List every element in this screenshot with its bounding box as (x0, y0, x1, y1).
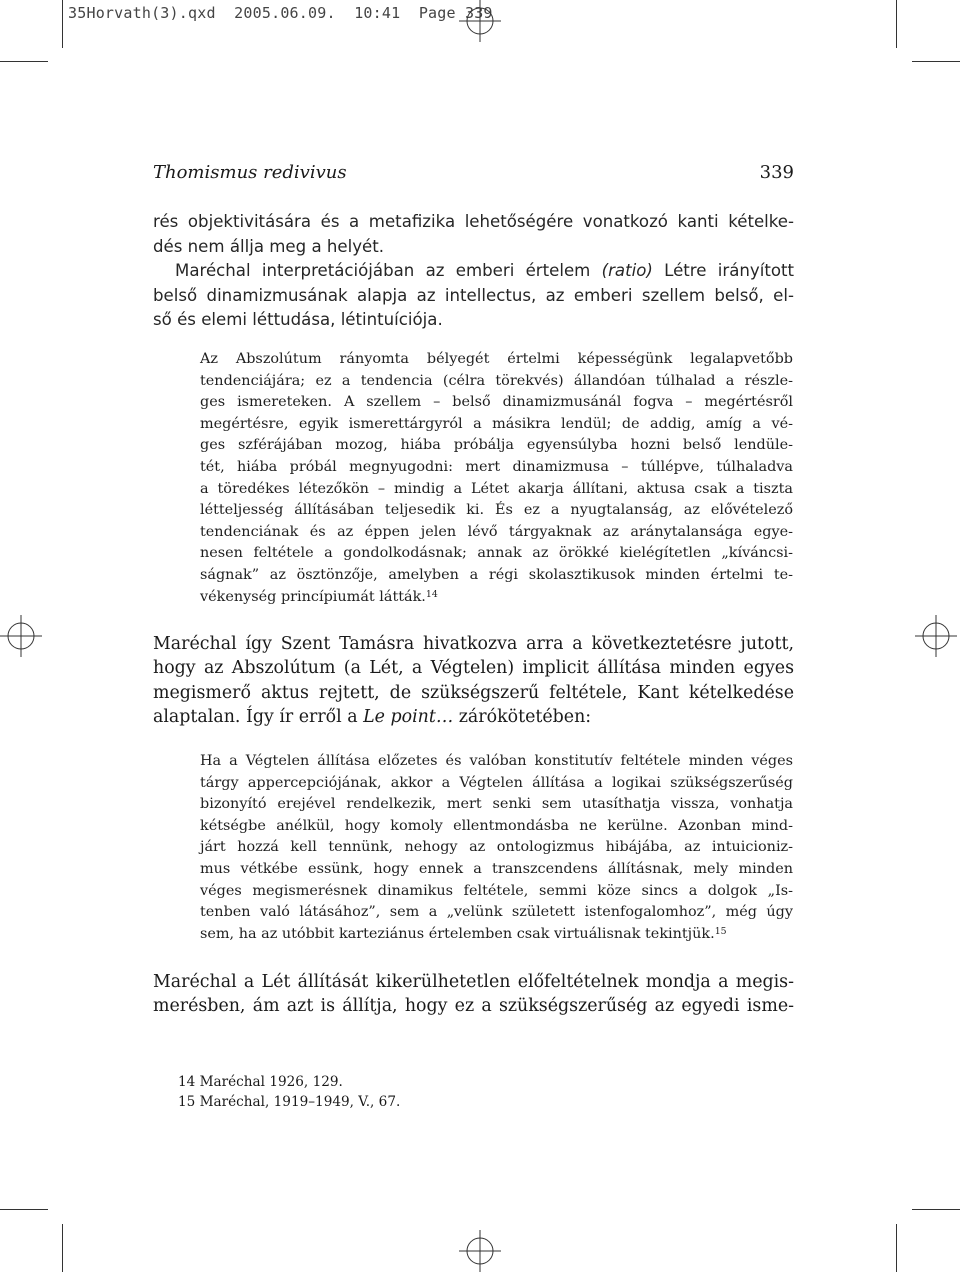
footnote-ref-15[interactable]: 15 (714, 925, 727, 937)
text-line: merésben, ám azt is állítja, hogy ez a szükségszerűség az egyedi isme- (153, 996, 794, 1017)
quote-line: megértésre, egyik ismerettárgyról a másikra lendül; de addig, amíg a vé- (200, 415, 793, 432)
text-run: sem, ha az utóbbit karteziánus értelemben csak virtuálisnak tekintjük. (200, 925, 715, 942)
quote-line: a töredékes létezőkön – mindig a Létet akarja állítani, aktusa csak a tiszta (200, 480, 793, 497)
quote-line: kétségbe anélkül, hogy komoly ellentmondásba ne kerülne. Azonban mind- (200, 817, 793, 834)
crop-mark-top-left-vertical (62, 0, 63, 48)
crop-mark-top-right-horizontal (912, 61, 960, 62)
paragraph-3 (153, 970, 794, 1019)
text-run: Maréchal interpretációjában az emberi értelem (175, 261, 602, 280)
text-line: megismerő aktus rejtett, de szükségszerű feltétele, Kant kételkedése (153, 682, 794, 703)
quote-line: ges szférájában mozog, hiába próbálja egyensúlyba hozni belső lendüle- (200, 437, 793, 454)
running-header-title: Thomismus redivivus (153, 162, 347, 183)
quote-line: tendenciának és az éppen jelen lévő tárgyaknak az aránytalansága egye- (200, 523, 793, 540)
crop-mark-bottom-right-horizontal (912, 1209, 960, 1210)
paragraph-2 (153, 632, 794, 730)
quote-line: tárgy appercepciójának, akkor a Végtelen állítása a logikai szükségszerűség (200, 774, 793, 791)
text-run-italic: Le point… (363, 707, 454, 728)
text-line: Maréchal így Szent Tamásra hivatkozva arra a következtetésre jutott, (153, 634, 794, 654)
text-line (153, 705, 794, 729)
crop-mark-top-right-vertical (896, 0, 897, 48)
block-quote-2 (200, 751, 793, 945)
quote-line: ges ismereteken. A szellem – belső dinamizmusánál fogva – megértésről (200, 394, 793, 411)
crop-mark-bottom-left-horizontal (0, 1209, 48, 1210)
crop-mark-top-left-horizontal (0, 61, 48, 62)
quote-line: bizonyító erejével rendelkezik, mert senki sem utasíthatja vissza, vonhatja (200, 796, 793, 813)
quote-line: Ha a Végtelen állítása előzetes és valóban konstitutív feltétele minden véges (200, 753, 793, 769)
registration-mark-left (0, 615, 42, 657)
quote-line: ságnak” az ösztönzője, amelyben a régi skolasztikusok minden értelmi te- (200, 566, 793, 583)
text-line: rés objektivitására és a metafizika lehetőségére vonatkozó kanti kételke- (153, 212, 794, 231)
block-quote-1 (200, 349, 793, 608)
registration-mark-right (915, 615, 957, 657)
text-run: alaptalan. Így ír erről a (153, 707, 364, 728)
crop-mark-bottom-right-vertical (896, 1224, 897, 1272)
quote-line: tenben való látásához”, sem a „velünk született istenfogalomhoz”, még úgy (200, 904, 793, 921)
text-run: vékenység princípiumát látták. (200, 588, 426, 605)
quote-line: járt hozzá kell tennünk, nehogy az ontologizmus hibájába, az intuicioniz- (200, 839, 793, 856)
slug-file: 35Horvath(3).qxd (68, 4, 216, 22)
footnote-ref-14[interactable]: 14 (425, 588, 438, 600)
text-run: zárókötetében: (453, 707, 592, 728)
registration-mark-bottom (459, 1230, 501, 1272)
footnote-14: 14 Maréchal 1926, 129. (178, 1074, 343, 1090)
text-line: Maréchal a Lét állítását kikerülhetetlen előfeltételnek mondja a megis- (153, 972, 794, 992)
page-number: 339 (759, 162, 794, 183)
quote-line (200, 924, 793, 946)
quote-line: tét, hiába próbál megnyugodni: mert dinamizmusa – túllépve, túlhaladva (200, 458, 793, 475)
quote-line (200, 587, 793, 609)
quote-line: létteljesség állításában teljesedik ki. És ez a nyugtalanság, az elővételező (200, 502, 793, 519)
slug-date: 2005.06.09. (234, 4, 336, 22)
quote-line: nesen feltétele a gondolkodásnak; annak az örökké kielégítetlen „kíváncsi- (200, 545, 793, 562)
text-run: Létre irányított (652, 261, 794, 280)
text-line: ső és elemi léttudása, létintuíciója. (153, 310, 443, 329)
slug-page-label: Page 339 (418, 4, 493, 22)
text-line: belső dinamizmusának alapja az intellectus, az emberi szellem belső, el- (153, 285, 794, 305)
text-line (153, 259, 794, 284)
quote-line: véges megismerésnek dinamikus feltétele, semmi köze sincs a dolgok „Is- (200, 882, 793, 899)
slug-time: 10:41 (354, 4, 401, 22)
registration-mark-top (459, 0, 501, 42)
text-line: hogy az Abszolútum (a Lét, a Végtelen) implicit állítása minden egyes (153, 658, 794, 679)
text-run-italic: (ratio) (601, 261, 653, 280)
footnote-15: 15 Maréchal, 1919–1949, V., 67. (178, 1094, 401, 1110)
text-line: dés nem állja meg a helyét. (153, 236, 385, 256)
print-slug (68, 4, 493, 22)
quote-line: mus vétkébe essünk, hogy ennek a transzcendens állításnak, mely minden (200, 860, 793, 877)
footnotes (178, 1072, 400, 1112)
paragraph-intro (153, 210, 794, 333)
quote-line: Az Abszolútum rányomta bélyegét értelmi képességünk legalapvetőbb (200, 351, 793, 367)
crop-mark-bottom-left-vertical (62, 1224, 63, 1272)
quote-line: tendenciájára; ez a tendencia (célra törekvés) állandóan túlhalad a részle- (200, 372, 793, 389)
